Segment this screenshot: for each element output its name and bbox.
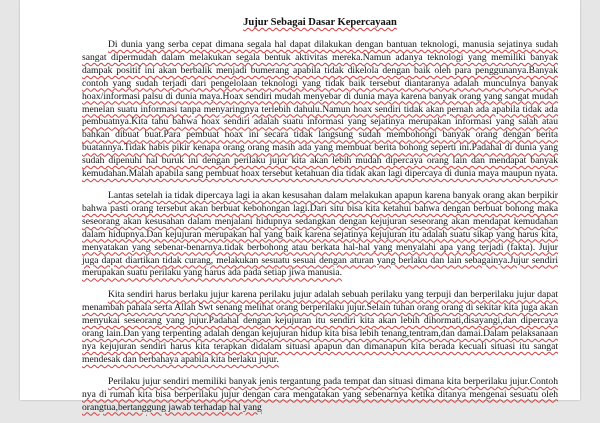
document-page xyxy=(20,0,580,413)
document-content xyxy=(82,16,558,423)
paragraph-3: Kita sendiri harus berlaku jujur karena perilaku jujur adalah sebuah perilaku yang terpuji dan berperilaku jujur dapat menambah pahala serta Allah Swt senang melihat orang berperilaku jujur.Selain tuhan orang orang di sekitar kita juga akan menyukai seseorang yang jujur.Padahal dengan kejujuran itu sendiri kita akan lebih dihormati,disayangi,dan dipercaya orang lain.Dan yang terpenting adalah dengan kejujuran hidup kita bisa lebih tenang,tentram,dan damai.Dalam pelaksanaan nya kejujuran sendiri harus kita terapkan didalam situasi apapun dan dimanapun kita berada kecuali situasi itu sangat mendesak dan berbahaya apabila kita berlaku jujur. xyxy=(82,289,558,365)
document-title: Jujur Sebagai Dasar Kepercayaan xyxy=(243,17,397,28)
paragraph-4: Perilaku jujur sendiri memiliki banyak jenis tergantung pada tempat dan situasi dimana kita berperilaku jujur.Contoh nya di rumah kita bisa berperilaku jujur dengan cara mengatakan yang sebenarnya ketika ditanya mengenai sesuatu oleh orangtua,bertanggung jawab terhadap hal yang xyxy=(82,375,558,413)
paragraph-2: Lantas setelah ia tidak dipercaya lagi ia akan kesusahan dalam melakukan apapun karena banyak orang akan berpikir bahwa pasti orang tersebut akan berbuat kebohongan lagi.Dari situ bisa kita ketahui bahwa dengan berbuat bohong maka seseorang akan kesusahan dalam menjalani hidupnya sedangkan dengan kejujuran seseorang akan mendapat kemudahan dalam hidupnya.Dan kejujuran merupakan hal yang baik karena sejatinya kejujuran itu adalah suatu sikap yang harus kita, menyatakan yang sebenar-benarnya.tidak berbohong atau berkata hal-hal yang menyalahi apa yang terjadi (fakta). Jujur juga dapat diartikan tidak curang, melakukan sesuatu sesuai dengan aturan yang berlaku dan lain sebagainya.Jujur sendiri merupakan suatu perilaku yang harus ada pada setiap jiwa manusia. xyxy=(82,189,558,279)
paragraph-1: Di dunia yang serba cepat dimana segala hal dapat dilakukan dengan bantuan teknologi, manusia sejatinya sudah sangat dipermudah dalam melakukan segala bentuk aktivitas mereka.Namun adanya teknologi yang memiliki banyak dampak positif ini akan berbalik menjadi bumerang apabila tidak dikelola dengan baik oleh para penggunanya.Banyak contoh yang sudah terjadi dari pengelolaan teknologi yang tidak baik tersebut diantaranya adalah munculnya banyak hoax/informasi palsu di dunia maya.Hoax sendiri mudah menyebar di dunia maya karena banyak orang yang sangat mudah menelan suatu informasi tanpa menyaringnya terlebih dahulu.Namun hoax sendiri tidak akan pernah ada apabila tidak ada pembuatnya.Kita tahu bahwa hoax sendiri adalah suatu informasi yang sejatinya merupakan informasi yang salah atau bahkan dibuat buat.Para pembuat hoax ini secara tidak langsung sudah membohongi banyak orang dengan berita buatannya.Tidak habis pikir kenapa orang orang masih ada yang membuat berita bohong seperti ini.Padahal di dunia yang sudah dipenuhi hal buruk ini dengan perilaku jujur kita akan lebih mudah dipercaya orang lain dan mendapat banyak kemudahan.Malah apabila sang pembuat hoax tersebut ketahuan dia tidak akan lagi dipercaya di dunia maya maupun nyata. xyxy=(82,39,558,180)
